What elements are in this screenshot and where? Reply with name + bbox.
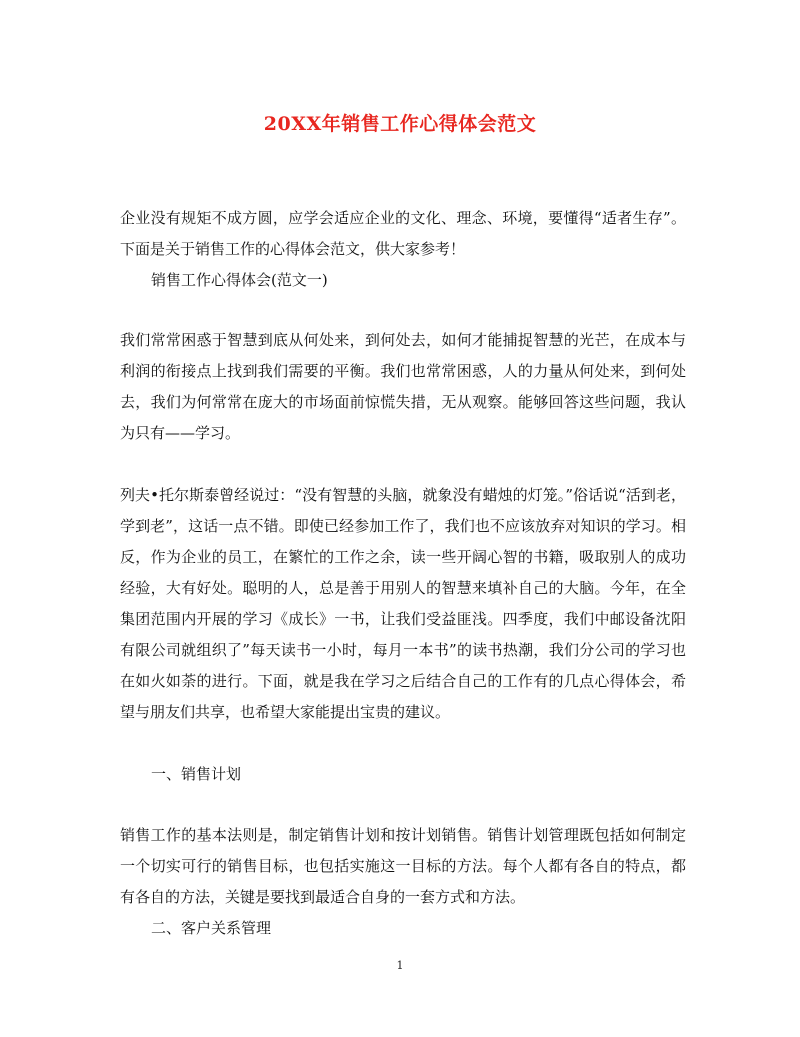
- section-label: 销售工作心得体会(范文一): [151, 271, 328, 289]
- body-paragraph-1: 我们常常困惑于智慧到底从何处来，到何处去，如何才能捕捉智慧的光芒，在成本与利润的衔接点上找到我们需要的平衡。我们也常常困惑，人的力量从何处来，到何处去，我们为何常常在庞大的市场面前惊慌失措，无从观察。能够回答这些问题，我认为只有——学习。: [120, 331, 686, 442]
- section-heading-1: 一、销售计划: [151, 765, 242, 783]
- body-paragraph-3: 销售工作的基本法则是，制定销售计划和按计划销售。销售计划管理既包括如何制定一个切实可行的销售目标，也包括实施这一目标的方法。每个人都有各自的特点，都有各自的方法，关键是要找到最适合自身的一套方式和方法。: [120, 826, 686, 906]
- body-paragraph-2: 列夫•托尔斯泰曾经说过：“没有智慧的头脑，就象没有蜡烛的灯笼。”俗话说“活到老，学到老”，这话一点不错。即使已经参加工作了，我们也不应该放弃对知识的学习。相反，作为企业的员工，在繁忙的工作之余，读一些开阔心智的书籍，吸取别人的成功经验，大有好处。聪明的人，总是善于用别人的智慧来填补自己的大脑。今年，在全集团范围内开展的学习《成长》一书，让我们受益匪浅。四季度，我们中邮设备沈阳有限公司就组织了”每天读书一小时，每月一本书”的读书热潮，我们分公司的学习也在如火如荼的进行。下面，就是我在学习之后结合自己的工作有的几点心得体会，希望与朋友们共享，也希望大家能提出宝贵的建议。: [120, 486, 686, 721]
- page-number: 1: [396, 959, 404, 972]
- section-heading-2: 二、客户关系管理: [151, 919, 272, 937]
- intro-paragraph: 企业没有规矩不成方圆，应学会适应企业的文化、理念、环境，要懂得“适者生存”。下面是关于销售工作的心得体会范文，供大家参考！: [120, 209, 686, 258]
- document-title: 20XX年销售工作心得体会范文: [263, 113, 537, 135]
